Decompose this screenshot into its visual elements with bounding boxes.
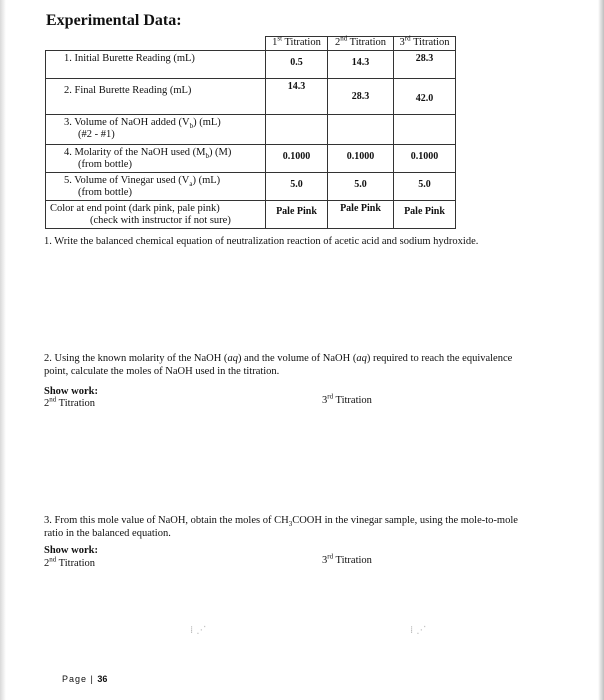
show-work-label-q3: Show work: — [44, 545, 98, 556]
page-footer: Page | 36 — [62, 674, 108, 684]
third-titration-label-q2: 3rd Titration — [322, 392, 372, 406]
table-row — [46, 201, 456, 229]
table-cell: Pale Pink — [394, 201, 456, 229]
row-label: 2. Final Burette Reading (mL) — [46, 79, 266, 115]
row-label: 1. Initial Burette Reading (mL) — [46, 51, 266, 79]
header-titration-2: 2nd Titration — [328, 37, 394, 51]
table-cell: 28.3 — [394, 51, 456, 79]
bleed-through-mark: ⁞ ⋰ — [410, 625, 427, 636]
row-label: 5. Volume of Vinegar used $(V_a)$ (mL) (from bottle) — [46, 173, 266, 201]
table-cell — [328, 115, 394, 145]
table-cell: 14.3 — [266, 79, 328, 115]
row-label: Color at end point (dark pink, pale pink) (check with instructor if not sure) — [46, 201, 266, 229]
table-cell — [394, 115, 456, 145]
table-cell: 0.1000 — [266, 145, 328, 173]
page-edge-right — [598, 0, 604, 700]
table-cell: 0.1000 — [328, 145, 394, 173]
show-work-label-q2: Show work: — [44, 386, 98, 397]
table-row — [46, 51, 456, 79]
header-titration-1: 1st Titration — [266, 37, 328, 51]
experimental-data-table — [45, 36, 456, 229]
table-cell — [266, 115, 328, 145]
page-edge-left — [0, 0, 6, 700]
row-label: 4. Molarity of the NaOH used $(M_b)$ (M) (from bottle) — [46, 145, 266, 173]
third-titration-label-q3: 3rd Titration — [322, 552, 372, 566]
second-titration-label-q3: 2nd Titration — [44, 555, 96, 569]
table-cell: Pale Pink — [266, 201, 328, 229]
table-cell: 42.0 — [394, 79, 456, 115]
question-1: 1. Write the balanced chemical equation of neutralization reaction of acetic acid and sodium hydroxide. — [44, 236, 479, 247]
table-row — [46, 145, 456, 173]
question-3: 3. From this mole value of NaOH, obtain the moles of $CH_3COOH$ in the vinegar sample, using the mole-to-mole ratio in the balanced equation. — [44, 515, 518, 539]
table-cell: 5.0 — [394, 173, 456, 201]
row-label: 3. Volume of NaOH added $(V_b)$ (mL) (#2 - #1) — [46, 115, 266, 145]
table-cell: 5.0 — [266, 173, 328, 201]
table-cell: Pale Pink — [328, 201, 394, 229]
table-corner-cell — [46, 37, 266, 51]
question-2: 2. Using the known molarity of the NaOH (aq) and the volume of NaOH (aq) required to reach the equivalence point, calculate the moles of NaOH used in the titration. — [44, 353, 513, 377]
second-titration-label-q2: 2nd Titration — [44, 395, 96, 409]
table-cell: 14.3 — [328, 51, 394, 79]
table-cell: 0.1000 — [394, 145, 456, 173]
table-row — [46, 173, 456, 201]
table-cell: 28.3 — [328, 79, 394, 115]
table-row — [46, 79, 456, 115]
table-cell: 0.5 — [266, 51, 328, 79]
table-header-row — [46, 37, 456, 51]
page-heading: Experimental Data: — [46, 12, 182, 29]
header-titration-3: 3rd Titration — [394, 37, 456, 51]
bleed-through-mark: ⁞ ⋰ — [190, 625, 207, 636]
table-cell: 5.0 — [328, 173, 394, 201]
table-row — [46, 115, 456, 145]
